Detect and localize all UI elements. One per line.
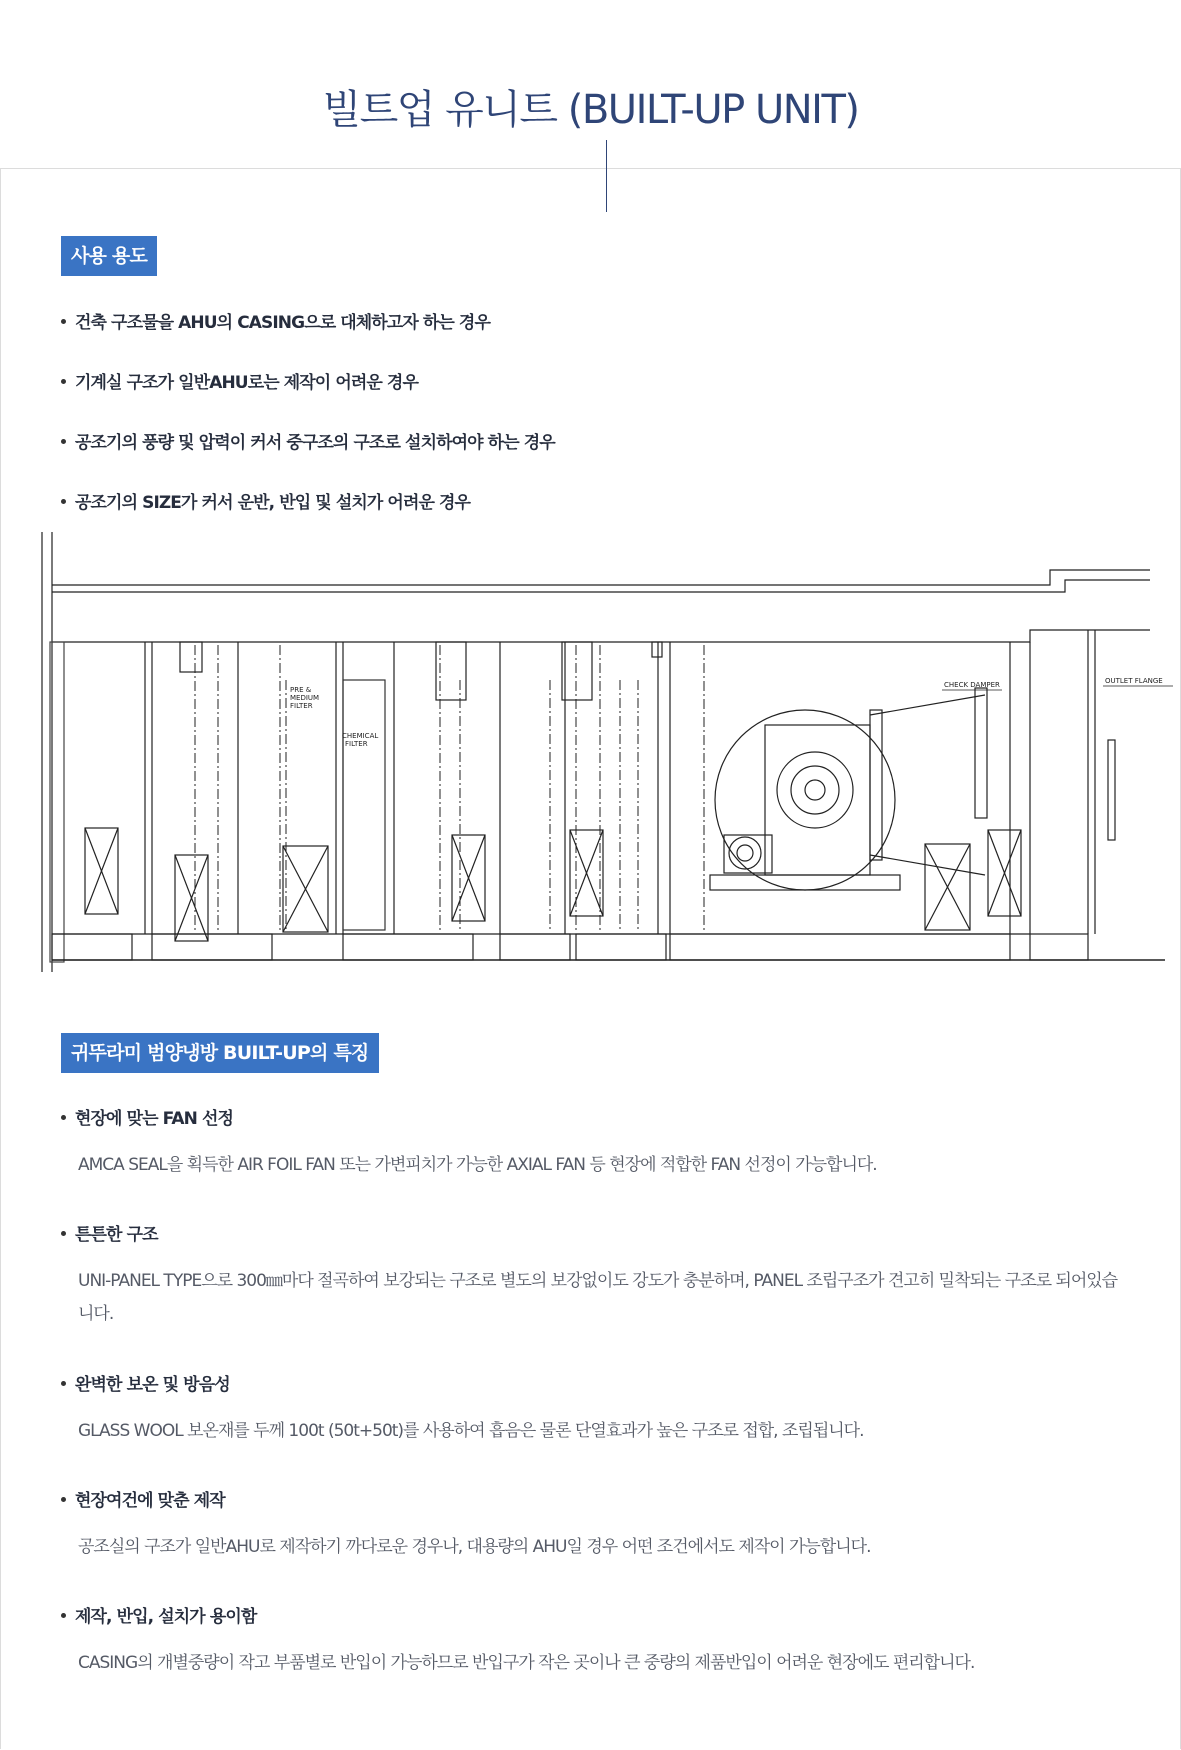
- label-check-damper: CHECK DAMPER: [944, 681, 1000, 689]
- ceiling-line: [52, 570, 1150, 585]
- usage-list: [58, 308, 555, 548]
- chemical-filter-box: [343, 680, 385, 930]
- built-up-unit-drawing: [40, 530, 1175, 972]
- feature-title: 현장에 맞는 FAN 선정: [58, 1104, 1118, 1129]
- ceiling-line: [52, 630, 1150, 642]
- label-outlet-flange: OUTLET FLANGE: [1105, 677, 1163, 685]
- usage-item: 건축 구조물을 AHU의 CASING으로 대체하고자 하는 경우: [58, 308, 555, 368]
- feature-desc: GLASS WOOL 보온재를 두께 100t (50t+50t)를 사용하여 흡음은 물론 단열효과가 높은 구조로 접합, 조립됩니다.: [78, 1421, 864, 1441]
- feature-desc: UNI-PANEL TYPE으로 300㎜마다 절곡하여 보강되는 구조로 별도의 보강없이도 강도가 충분하며, PANEL 조립구조가 견고히 밀착되는 구조로 되어있습니다.: [78, 1271, 1118, 1324]
- feature-item: [58, 1370, 1118, 1448]
- check-damper: [975, 688, 987, 818]
- label-pre-medium-filter: PRE &: [290, 686, 312, 694]
- feature-item: [58, 1602, 1118, 1680]
- feature-item: [58, 1486, 1118, 1564]
- usage-heading: 사용 용도: [61, 236, 157, 276]
- title-divider: [606, 140, 607, 212]
- feature-desc: CASING의 개별중량이 작고 부품별로 반입이 가능하므로 반입구가 작은 곳이나 큰 중량의 제품반입이 어려운 현장에도 편리합니다.: [78, 1653, 975, 1673]
- filter-lines: [195, 645, 704, 930]
- feature-item: [58, 1220, 1118, 1331]
- section-walls: [145, 630, 1095, 934]
- feature-title: 제작, 반입, 설치가 용이함: [58, 1602, 1118, 1627]
- feature-item: [58, 1104, 1118, 1182]
- usage-item: 기계실 구조가 일반AHU로는 제작이 어려운 경우: [58, 368, 555, 428]
- feature-desc: AMCA SEAL을 획득한 AIR FOIL FAN 또는 가변피치가 가능한 AXIAL FAN 등 현장에 적합한 FAN 선정이 가능합니다.: [78, 1155, 877, 1175]
- outlet-flange: [1108, 740, 1115, 840]
- label-chemical-filter: FILTER: [345, 740, 368, 748]
- ceiling-line: [52, 580, 1150, 592]
- usage-item: 공조기의 SIZE가 커서 운반, 반입 및 설치가 어려운 경우: [58, 488, 555, 548]
- coil-panels: [85, 828, 1021, 941]
- feature-title: 현장여건에 맞춘 제작: [58, 1486, 1118, 1511]
- features-heading: 귀뚜라미 범양냉방 BUILT-UP의 특징: [61, 1033, 379, 1073]
- label-chemical-filter: CHEMICAL: [342, 732, 379, 740]
- label-pre-medium-filter: FILTER: [290, 702, 313, 710]
- feature-desc: 공조실의 구조가 일반AHU로 제작하기 까다로운 경우나, 대용량의 AHU일 경우 어떤 조건에서도 제작이 가능합니다.: [78, 1537, 871, 1557]
- usage-item: 공조기의 풍량 및 압력이 커서 중구조의 구조로 설치하여야 하는 경우: [58, 428, 555, 488]
- feature-title: 튼튼한 구조: [58, 1220, 1118, 1245]
- label-pre-medium-filter: MEDIUM: [290, 694, 320, 702]
- top-dampers: [180, 642, 662, 700]
- fan-assembly: [710, 695, 985, 890]
- feature-title: 완벽한 보온 및 방음성: [58, 1370, 1118, 1395]
- page-title: 빌트업 유니트 (BUILT-UP UNIT): [322, 87, 859, 133]
